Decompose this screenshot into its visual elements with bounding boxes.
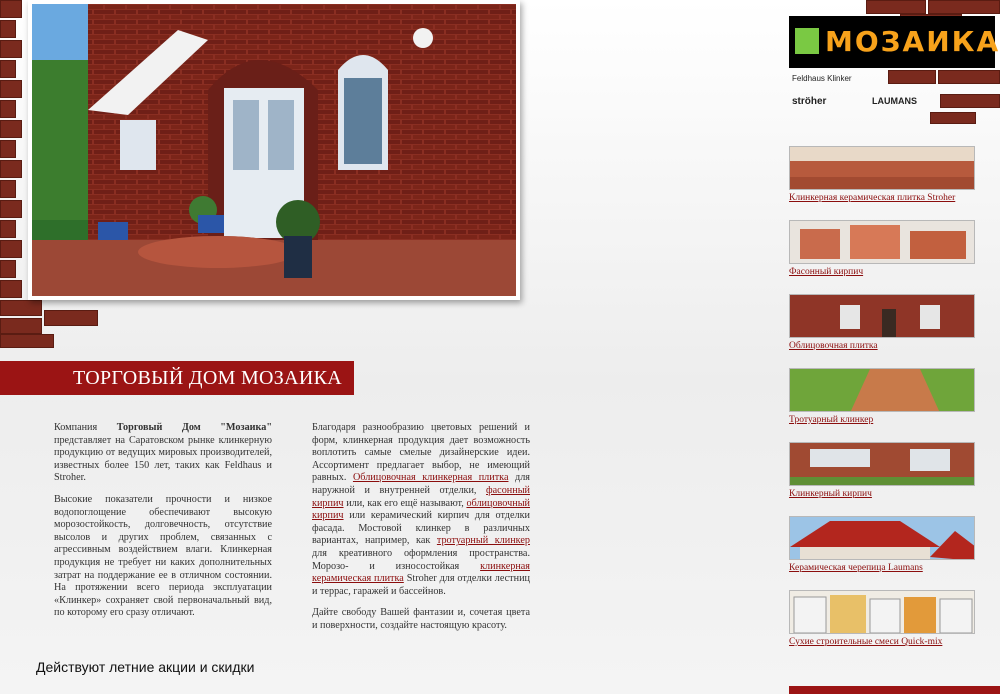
product-link[interactable]: Сухие строительные смеси Quick-mix: [789, 637, 943, 647]
dry-mixes-photo[interactable]: [789, 590, 975, 634]
closing-paragraph: Дайте свободу Вашей фантазии и, сочетая цвета и поверхности, создайте настоящую красоту.: [312, 607, 530, 631]
link-clinker-ceramic-tile[interactable]: клинкерная керамическая плитка: [312, 560, 530, 585]
terrace-tiles-photo[interactable]: [789, 146, 975, 190]
roof-tiles-photo[interactable]: [789, 516, 975, 560]
product-card-roof-tiles[interactable]: [789, 516, 975, 573]
link-facing-brick[interactable]: облицовочный кирпич: [312, 497, 530, 522]
product-card-facing-tile[interactable]: [789, 294, 975, 351]
text-span: Stroher для отделки лестниц и террас, гаражей и бассейнов.: [312, 573, 530, 597]
assortment-paragraph: [312, 422, 530, 598]
product-link[interactable]: Облицовочная плитка: [789, 341, 878, 351]
clinker-brick-photo[interactable]: [789, 442, 975, 486]
section-banner: [0, 361, 354, 395]
product-card-paving-clinker[interactable]: [789, 368, 975, 425]
promo-text: Действуют летние акции и скидки: [36, 659, 255, 675]
text-span: для наружной и внутренней отделки,: [312, 472, 530, 496]
hero-house-illustration: [28, 0, 520, 300]
intro-paragraph-1: [54, 422, 272, 485]
paving-clinker-photo[interactable]: [789, 368, 975, 412]
product-link[interactable]: Клинкерный кирпич: [789, 489, 872, 499]
laumans-logo: LAUMANS: [872, 96, 917, 106]
intro-column-right: [312, 422, 530, 642]
site-logo[interactable]: [789, 16, 1000, 68]
bottom-bar: [789, 686, 1000, 694]
text-span: Компания: [54, 422, 117, 433]
intro-paragraph-2: Высокие показатели прочности и низкое водопоглощение обеспечивают высокую морозостойкость, долговечность, отсутствие высолов и других проблем, связанных с агрессивным воздействием влаги. Клинкерная продукция не требует ни каких дополнительных затрат на поддержание ее в отличном состоянии. На протяжении всего периода эксплуатации «Клинкер» сохраняет свой первоначальный вид, по которому его сразу отличают.: [54, 493, 272, 619]
intro-column-left: [54, 422, 272, 629]
product-link[interactable]: Керамическая черепица Laumans: [789, 563, 923, 573]
facade-tile-photo[interactable]: [789, 294, 975, 338]
shaped-bricks-photo[interactable]: [789, 220, 975, 264]
product-link[interactable]: Тротуарный клинкер: [789, 415, 874, 425]
link-paving-clinker[interactable]: тротуарный клинкер: [436, 535, 530, 547]
logo-text: МОЗАИКА: [825, 25, 1000, 58]
text-span: или, как его ещё называют,: [343, 497, 467, 509]
product-card-stroher-tile[interactable]: [789, 146, 975, 203]
text-span: или керамический кирпич для отделки фасада. Мостовой клинкер в различных вариантах, например, как: [312, 510, 530, 547]
hero-house-photo: [28, 0, 520, 300]
product-card-clinker-brick[interactable]: [789, 442, 975, 499]
logo-house-icon: [795, 28, 819, 54]
product-link[interactable]: Клинкерная керамическая плитка Stroher: [789, 193, 956, 203]
link-shaped-brick[interactable]: фасонный кирпич: [312, 484, 530, 509]
text-span: представляет на Саратовском рынке клинкерную продукцию от ведущих мировых производителей, известных более 150 лет, таких как Feldhaus и Stroher.: [54, 434, 272, 484]
text-span: Благодаря разнообразию цветовых решений и форм, клинкерная продукция дает возможность воплотить самые смелые дизайнерские идеи. Ассортимент предлагает выбор, не имеющий равных.: [312, 422, 530, 484]
company-name: Торговый Дом "Мозаика": [116, 422, 272, 433]
product-card-shaped-brick[interactable]: [789, 220, 975, 277]
link-facing-clinker-tile[interactable]: Облицовочная клинкерная плитка: [352, 472, 509, 484]
product-card-dry-mixes[interactable]: [789, 590, 975, 647]
text-span: для креативного оформления пространства. Морозо- и износостойкая: [312, 547, 530, 572]
stroher-logo: ströher: [792, 96, 827, 107]
product-link[interactable]: Фасонный кирпич: [789, 267, 864, 277]
feldhaus-logo: Feldhaus Klinker: [792, 74, 852, 83]
banner-title: ТОРГОВЫЙ ДОМ МОЗАИКА: [72, 367, 342, 389]
